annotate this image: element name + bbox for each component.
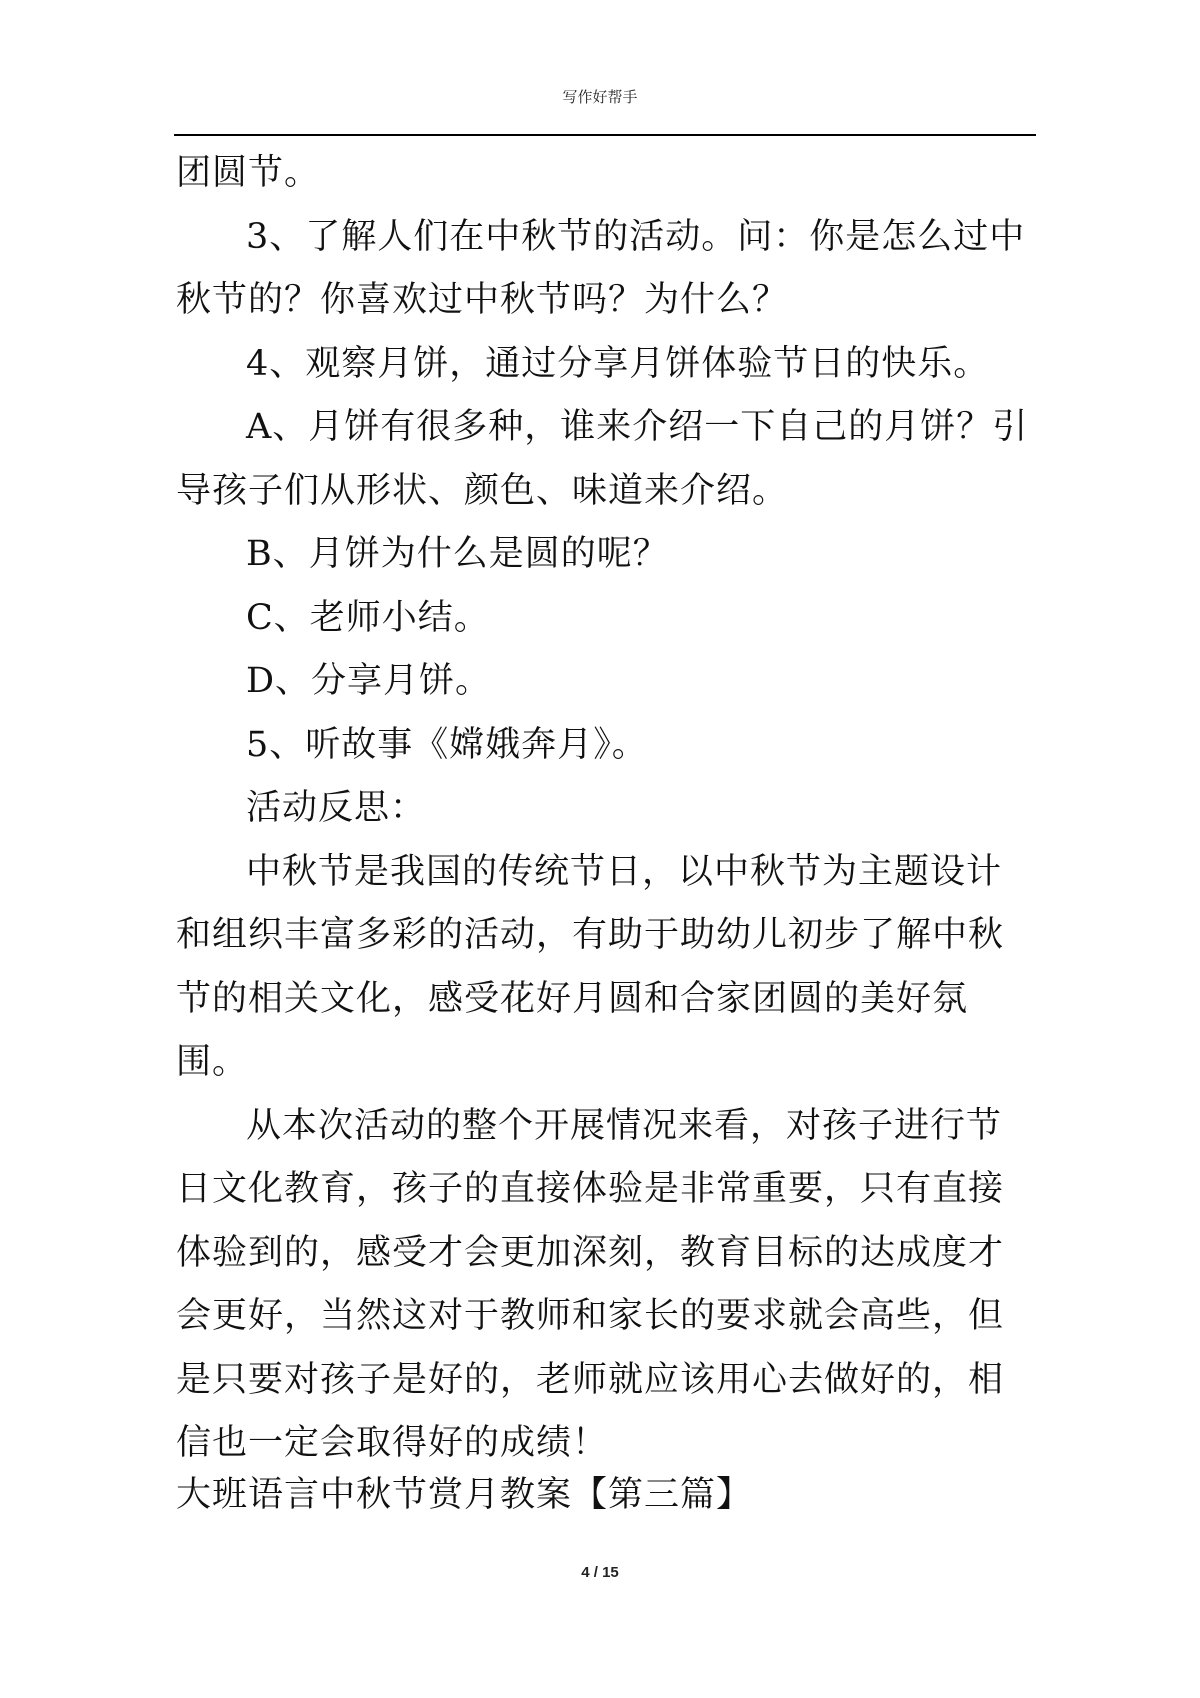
paragraph: 中秋节是我国的传统节日，以中秋节为主题设计和组织丰富多彩的活动，有助于助幼儿初步了解中秋节的相关文化，感受花好月圆和合家团圆的美好氛围。 [176,851,1005,1082]
page-header-title: 写作好帮手 [562,88,638,106]
paragraph: 活动反思： [246,788,427,828]
paragraph: 3、了解人们在中秋节的活动。问：你是怎么过中秋节的？你喜欢过中秋节吗？为什么？ [176,216,1026,320]
header-divider [174,134,1036,136]
paragraph: D、分享月饼。 [246,661,492,701]
section-heading: 大班语言中秋节赏月教案【第三篇】 [176,1475,753,1515]
document-body [176,142,1036,1476]
page-number: 4 / 15 [581,1564,619,1581]
paragraph: 4、观察月饼，通过分享月饼体验节日的快乐。 [246,343,990,384]
paragraph: 5、听故事《嫦娥奔月》。 [246,724,648,765]
paragraph: 从本次活动的整个开展情况来看，对孩子进行节日文化教育，孩子的直接体验是非常重要，只有直接体验到的，感受才会更加深刻，教育目标的达成度才会更好，当然这对于教师和家长的要求就会高些，但是只要对孩子是好的，老师就应该用心去做好的，相信也一定会取得好的成绩！ [176,1105,1005,1463]
paragraph: 团圆节。 [176,153,321,193]
paragraph: B、月饼为什么是圆的呢？ [246,534,669,574]
paragraph: C、老师小结。 [246,597,490,638]
paragraph: A、月饼有很多种，谁来介绍一下自己的月饼？引导孩子们从形状、颜色、味道来介绍。 [176,407,1029,511]
